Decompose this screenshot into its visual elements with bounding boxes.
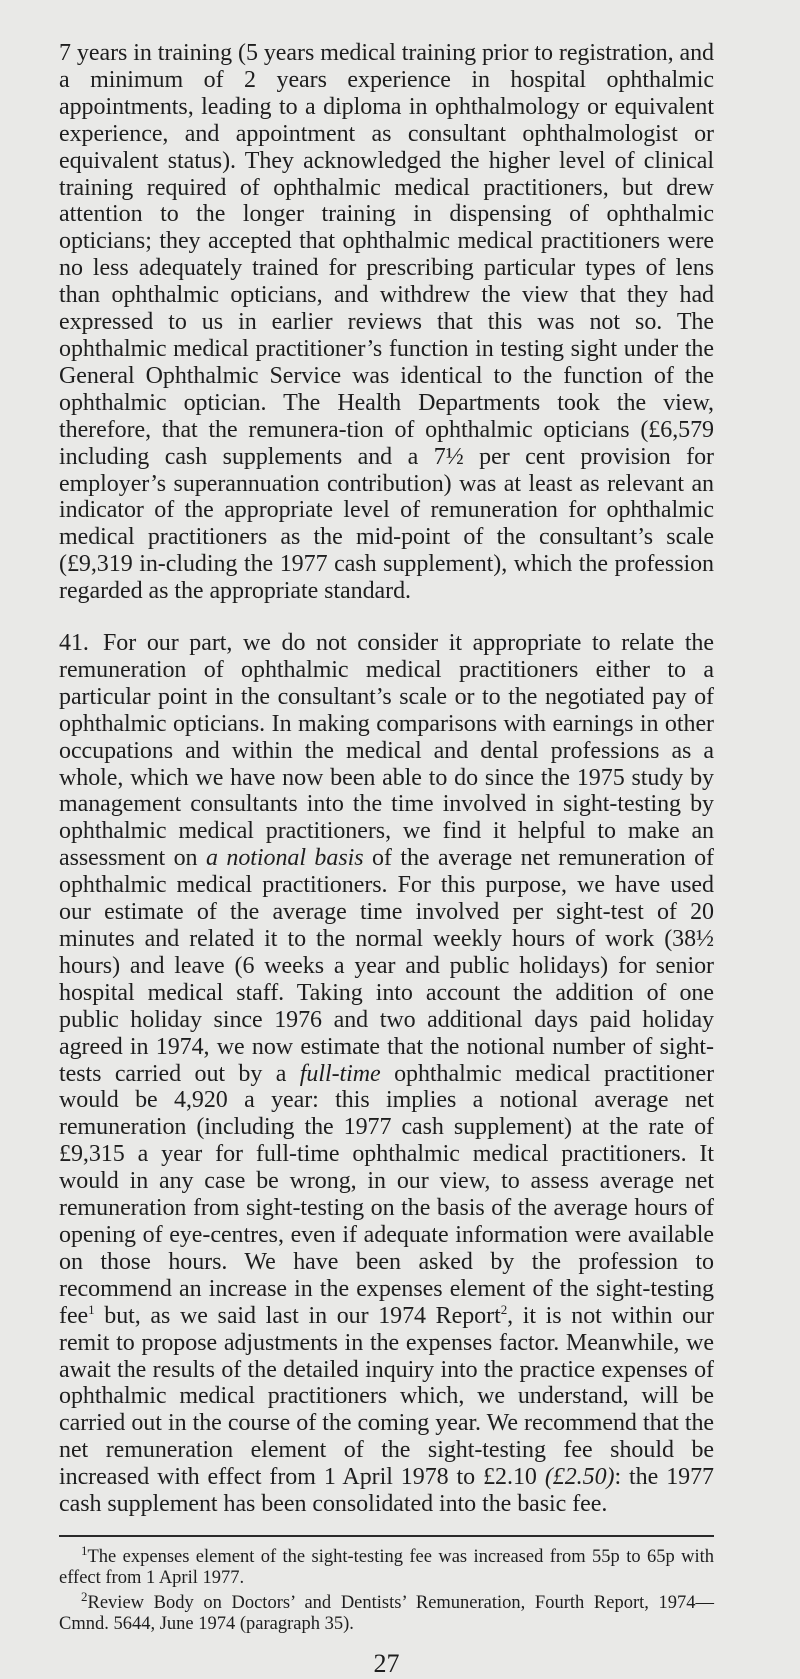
footnote-1-mark: 1 [81, 1542, 88, 1558]
footnote-divider [59, 1535, 714, 1537]
footnote-1-text: The expenses element of the sight-testing fee was increased from 55p to 65p with effect from 1 April 1977. [59, 1546, 714, 1588]
footnote-2 [59, 1588, 714, 1635]
paragraph-41-text-4: but, as we said last in our 1974 Report [104, 1302, 501, 1329]
paragraph-41 [59, 630, 714, 1518]
paragraph-41-emphasis-2: full-time [299, 1060, 381, 1087]
paragraph-41-emphasis-1: a notional basis [205, 845, 364, 872]
paragraph-40-text: 7 years in training (5 years medical training prior to registration, and a minimum of 2 years experience in hospital ophthalmic appointments, leading to a diploma in ophthalmology or equivalent experience, and appointment as consultant ophthalmologist or equivalent status). They acknowledged the higher level of clinical training required of ophthalmic medical practitioners, but drew attention to the longer training in dispensing of ophthalmic opticians; they accepted that ophthalmic medical practitioners were no less adequately trained for prescribing particular types of lens than ophthalmic opticians, and withdrew the view that they had expressed to us in earlier reviews that this was not so. The ophthalmic medical practitioner’s function in testing sight under the General Ophthalmic Service was identical to the function of the ophthalmic optician. The Health Departments took the view, therefore, that the remunera-tion of ophthalmic opticians (£6,579 including cash supplements and a 7½ per cent provision for employer’s superannuation contribution) was at least as relevant an indicator of the appropriate level of remuneration for ophthalmic medical practitioners as the mid-point of the consultant’s scale (£9,319 in-cluding the 1977 cash supplement), which the profession regarded as the appropriate standard. [59, 40, 714, 605]
paragraph-41-text-2: of the average net remuneration of ophthalmic medical practitioners. For this purpose, we have used our estimate of the average time involved per sight-test of 20 minutes and related it to the normal weekly hours of work (38½ hours) and leave (6 weeks a year and public holidays) for senior hospital medical staff. Taking into account the addition of one public holiday since 1976 and two additional days paid holiday agreed in 1974, we now estimate that the notional number of sight-tests carried out by a [59, 845, 714, 1087]
paragraph-41-text-6: : the 1977 cash supplement has been consolidated into the basic fee. [59, 1464, 714, 1518]
paragraph-41-text-5: , it is not within our remit to propose adjustments in the expenses factor. Meanwhile, we await the results of the detailed inquiry into the practice expenses of ophthalmic medical practitioners which, we understand, will be carried out in the course of the coming year. We recommend that the net remuneration element of the sight-testing fee should be increased with effect from 1 April 1978 to £2.10 [59, 1302, 714, 1491]
footnote-1 [59, 1542, 714, 1589]
paragraph-number: 41. [59, 630, 89, 657]
footnote-2-mark: 2 [81, 1588, 88, 1604]
paragraph-41-text-3: ophthalmic medical practitioner would be 4,920 a year: this implies a notional average net remuneration (including the 1977 cash supplement) at the rate of £9,315 a year for full-time ophthalmic medical practitioners. It would in any case be wrong, in our view, to assess average net remuneration from sight-testing on the basis of the average hours of opening of eye-centres, even if adequate information were available on those hours. We have been asked by the profession to recommend an increase in the expenses element of the sight-testing fee [59, 1060, 715, 1329]
paragraph-40-continued [59, 40, 714, 605]
footnote-reference-1: 1 [88, 1301, 95, 1317]
paragraph-41-text-1: For our part, we do not consider it appropriate to relate the remuneration of ophthalmic medical practitioners either to a particular point in the consultant’s scale or to the negotiated pay of ophthalmic opticians. In making comparisons with earnings in other occupations and within the medical and dental professions as a whole, which we have now been able to do since the 1975 study by management consultants into the time involved in sight-testing by ophthalmic medical practitioners, we find it helpful to make an assessment on [59, 630, 714, 872]
paragraph-41-emphasis-3: (£2.50) [544, 1464, 615, 1491]
footnote-2-text: Review Body on Doctors’ and Dentists’ Remuneration, Fourth Report, 1974—Cmnd. 5644, June 1974 (paragraph 35). [59, 1592, 714, 1634]
footnote-reference-2: 2 [500, 1301, 508, 1317]
page-number: 27 [373, 1648, 400, 1678]
